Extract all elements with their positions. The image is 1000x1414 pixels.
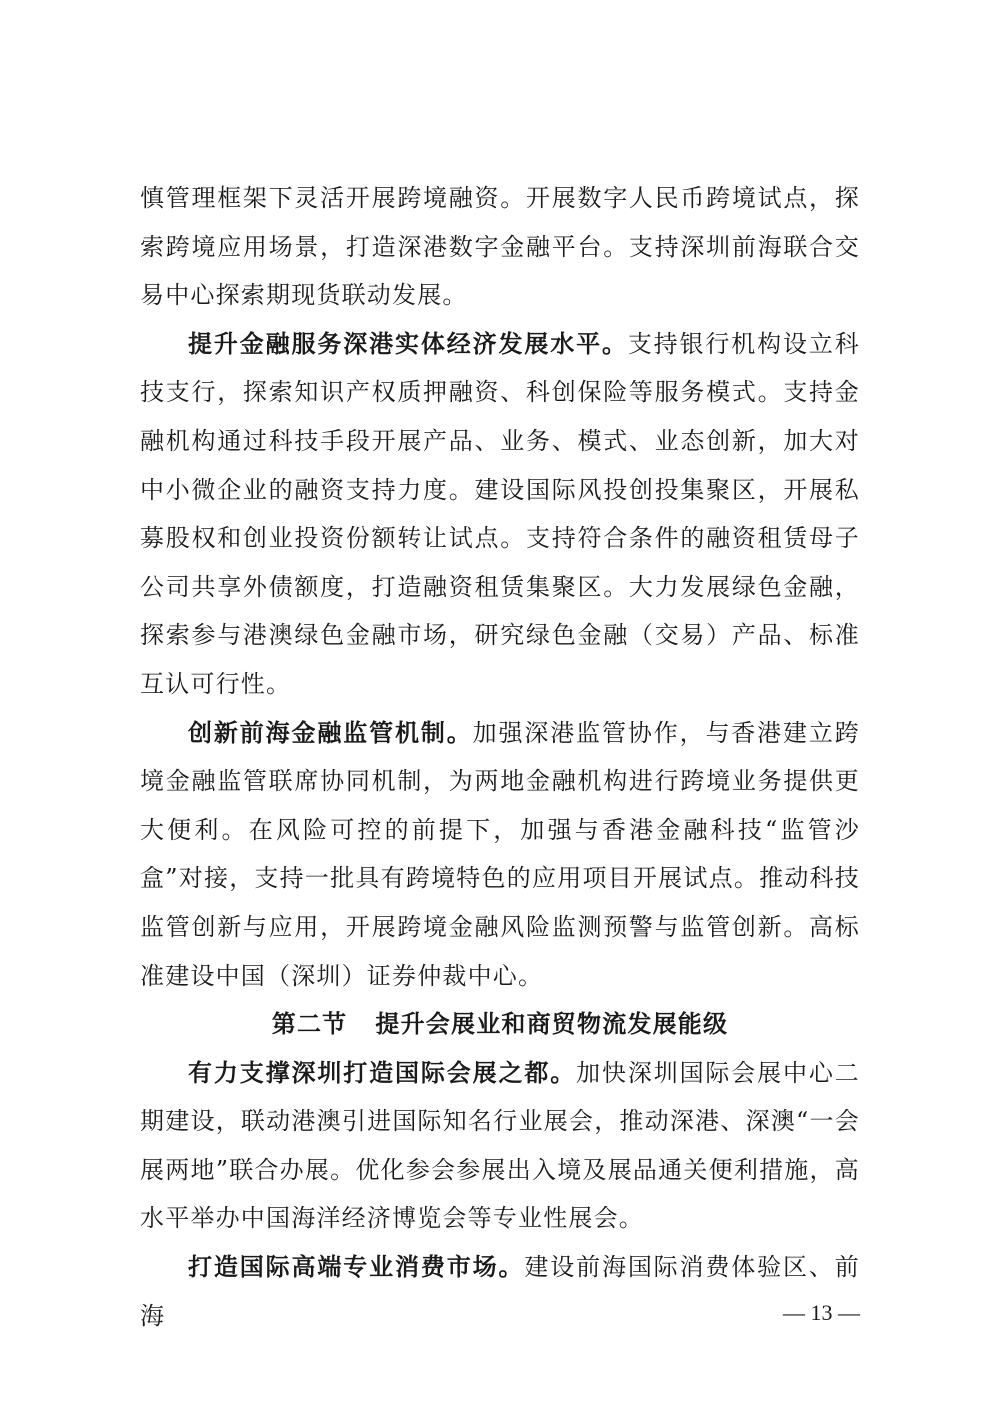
document-body [140,174,860,1340]
paragraph-text: 加快深圳国际会展中心二期建设，联动港澳引进国际知名行业展会，推动深港、深澳“一会展两地”联合办展。优化参会参展出入境及展品通关便利措施，高水平举办中国海洋经济博览会等专业性展会。 [140,1058,860,1233]
section-heading [140,1000,860,1049]
section-number: 第二节 [271,1009,348,1039]
paragraph-text: 支持银行机构设立科技支行，探索知识产权质押融资、科创保险等服务模式。支持金融机构通过科技手段开展产品、业务、模式、业态创新，加大对中小微企业的融资支持力度。建设国际风投创投集聚区，开展私募股权和创业投资份额转让试点。支持符合条件的融资租赁母子公司共享外债额度，打造融资租赁集聚区。大力发展绿色金融，探索参与港澳绿色金融市场，研究绿色金融（交易）产品、标准互认可行性。 [140,329,860,698]
paragraph-text: 建设前海国际消费体验区、前海 [140,1253,860,1330]
paragraph-text: 慎管理框架下灵活开展跨境融资。开展数字人民币跨境试点，探索跨境应用场景，打造深港数字金融平台。支持深圳前海联合交易中心探索期现货联动发展。 [140,184,860,310]
paragraph-lead: 打造国际高端专业消费市场。 [188,1252,525,1282]
paragraph-continued [140,174,860,320]
paragraph-lead: 创新前海金融监管机制。 [188,717,473,747]
paragraph-consumer-market [140,1243,860,1340]
paragraph-lead: 提升金融服务深港实体经济发展水平。 [188,328,628,358]
paragraph-text: 加强深港监管协作，与香港建立跨境金融监管联席协同机制，为两地金融机构进行跨境业务提供更大便利。在风险可控的前提下，加强与香港金融科技“监管沙盒”对接，支持一批具有跨境特色的应用项目开展试点。推动科技监管创新与应用，开展跨境金融风险监测预警与监管创新。高标准建设中国（深圳）证券仲裁中心。 [140,718,860,990]
paragraph-financial-services [140,320,860,709]
section-title: 提升会展业和商贸物流发展能级 [375,1009,729,1039]
paragraph-exhibition-capital [140,1049,860,1243]
paragraph-financial-regulation [140,709,860,1001]
page-number: — 13 — [783,1300,860,1325]
paragraph-lead: 有力支撑深圳打造国际会展之都。 [188,1057,577,1087]
